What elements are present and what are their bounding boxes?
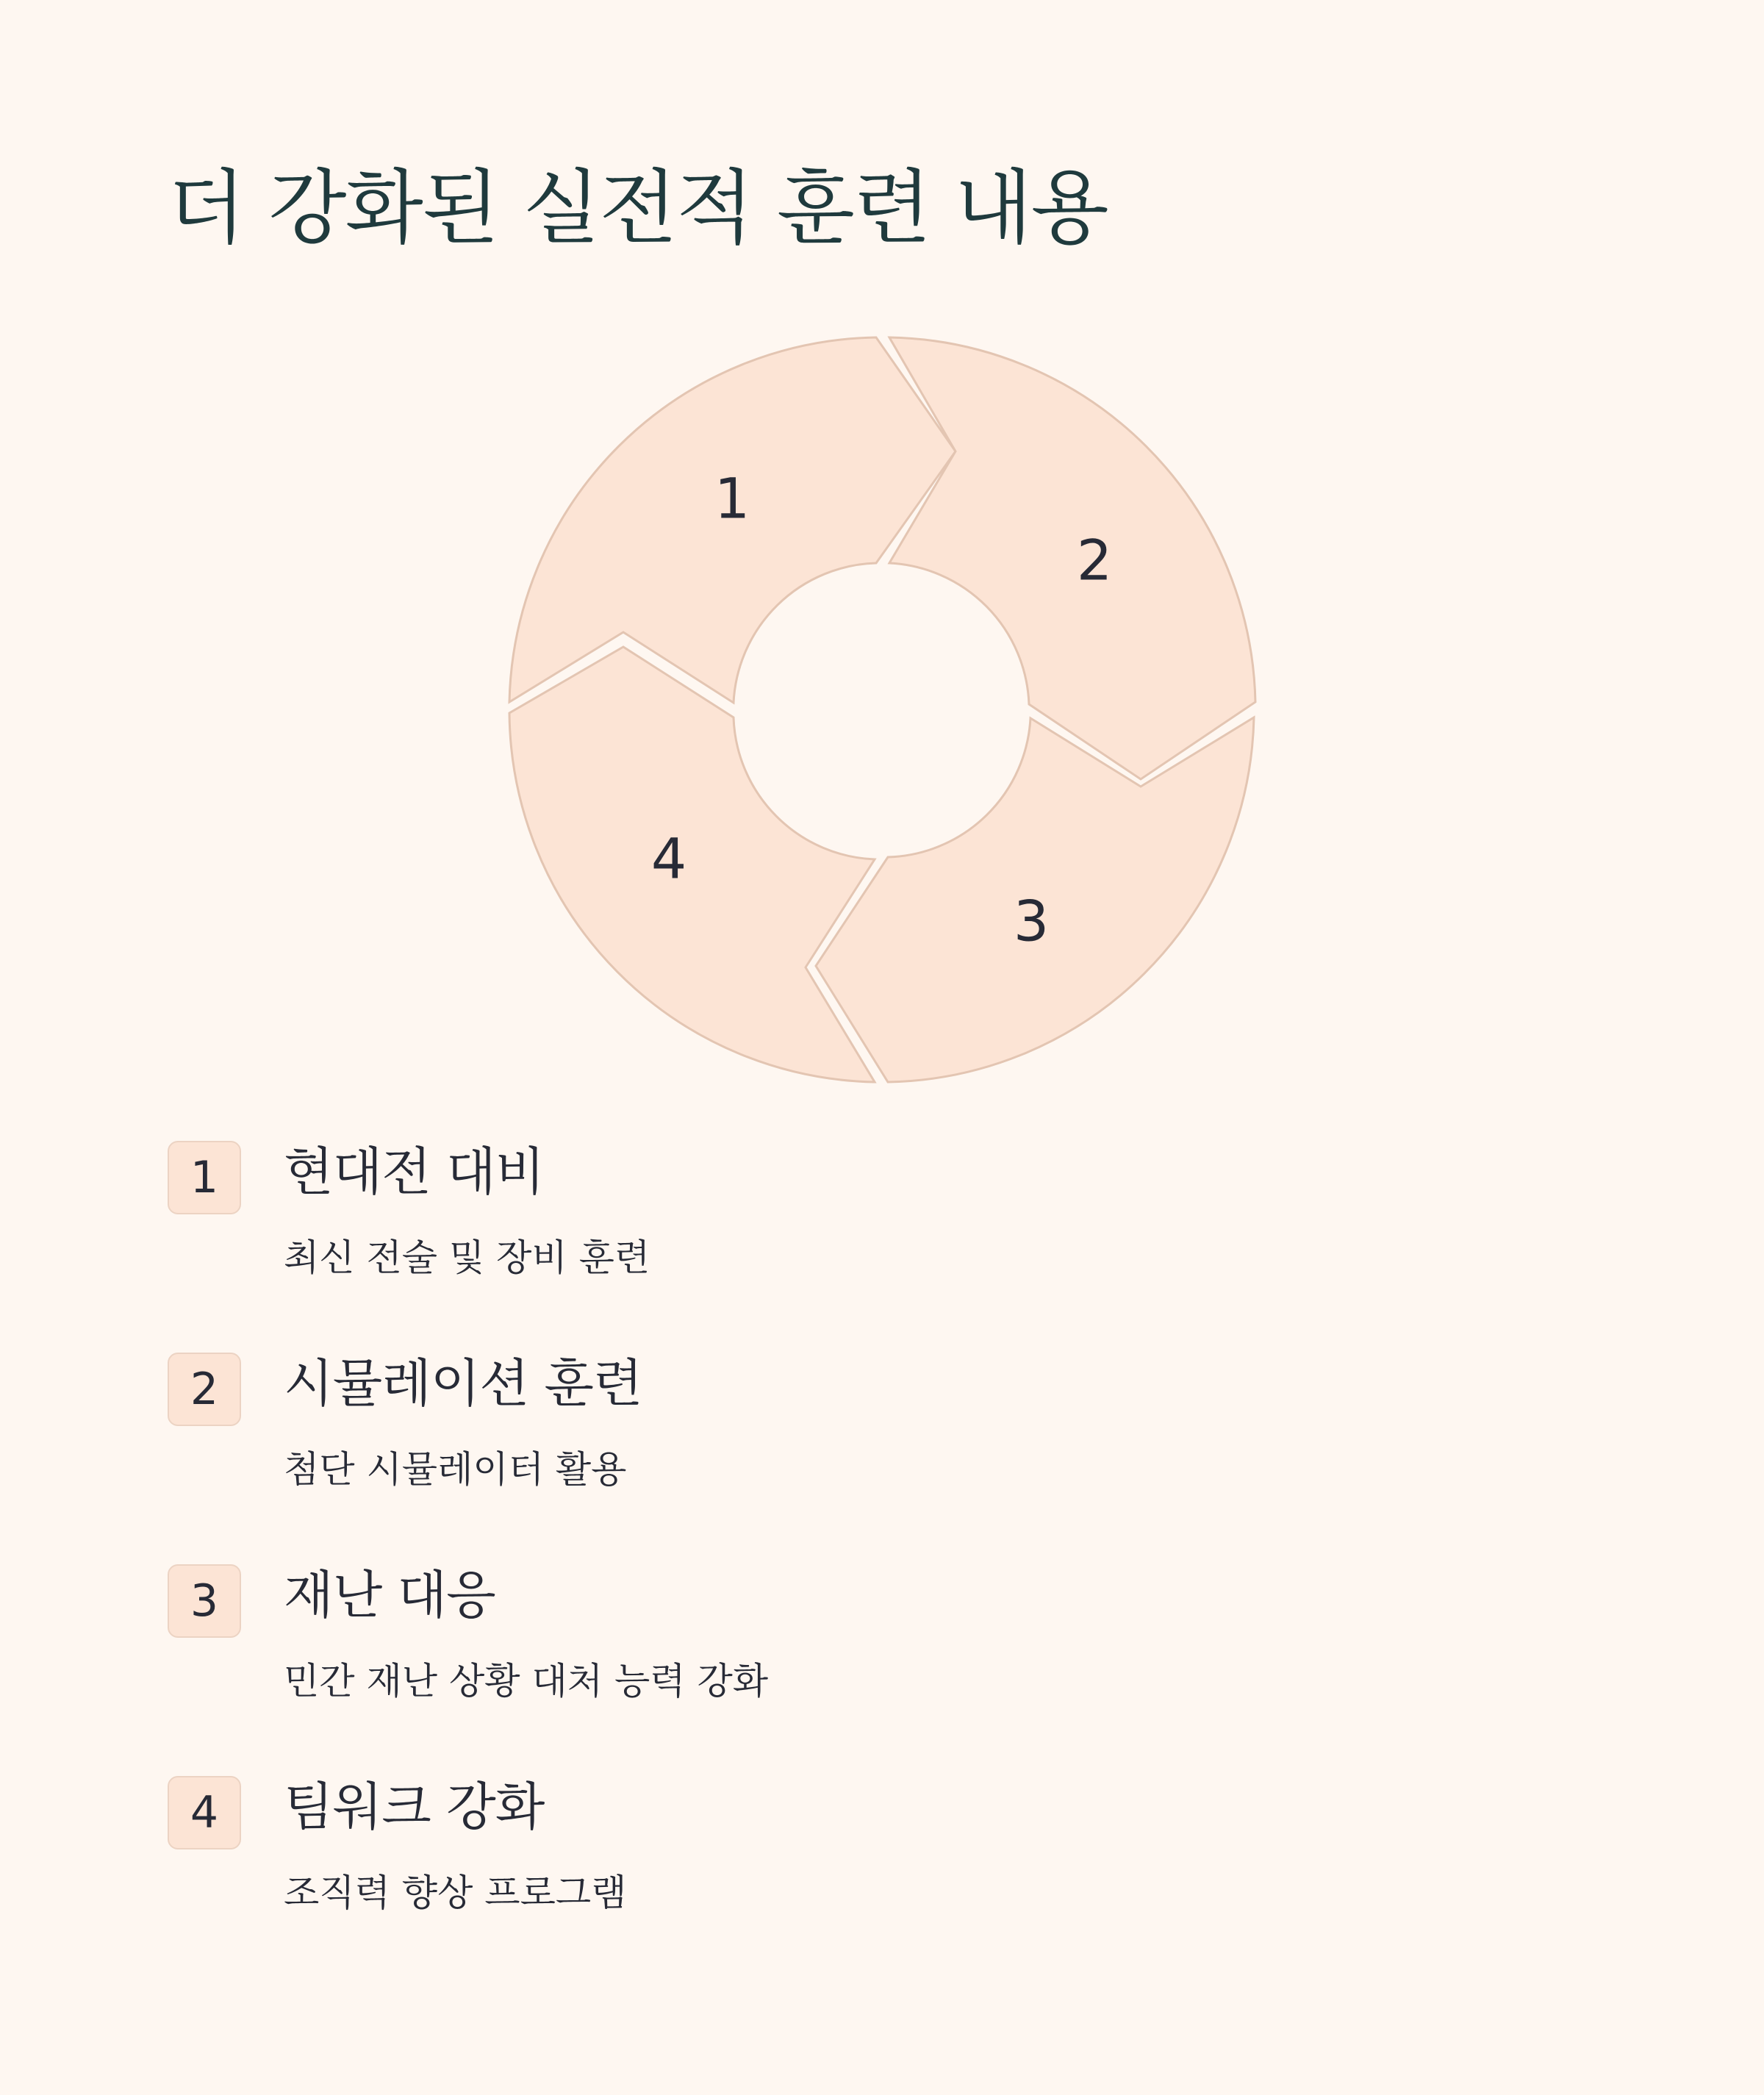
step-title: 재난 대응: [284, 1565, 495, 1625]
step-item-4: [168, 1776, 1564, 1938]
page-title: 더 강화된 실전적 훈련 내용: [168, 161, 1108, 255]
step-item-2: [168, 1353, 1564, 1514]
step-number-badge: 2: [168, 1353, 241, 1426]
step-description: 최신 전술 및 장비 훈련: [284, 1236, 650, 1279]
cycle-segment-3-number: 3: [1013, 888, 1050, 954]
step-description: 첨단 시뮬레이터 활용: [284, 1448, 627, 1491]
step-title: 팀워크 강화: [284, 1777, 545, 1837]
step-title: 시뮬레이션 훈련: [284, 1353, 642, 1414]
step-number-badge: 3: [168, 1564, 241, 1638]
step-number-badge: 4: [168, 1776, 241, 1849]
cycle-segment-4-number: 4: [650, 826, 687, 892]
cycle-segment-2-number: 2: [1076, 527, 1113, 593]
step-title: 현대전 대비: [284, 1142, 545, 1202]
step-number-badge: 1: [168, 1141, 241, 1214]
step-description: 조직력 향상 프로그램: [284, 1872, 627, 1914]
cycle-segment-2: [889, 337, 1255, 779]
step-item-3: [168, 1564, 1564, 1726]
step-item-1: [168, 1141, 1564, 1303]
step-description: 민간 재난 상황 대처 능력 강화: [284, 1660, 769, 1702]
cycle-segment-1-number: 1: [714, 465, 750, 531]
cycle-segment-4: [509, 647, 875, 1082]
